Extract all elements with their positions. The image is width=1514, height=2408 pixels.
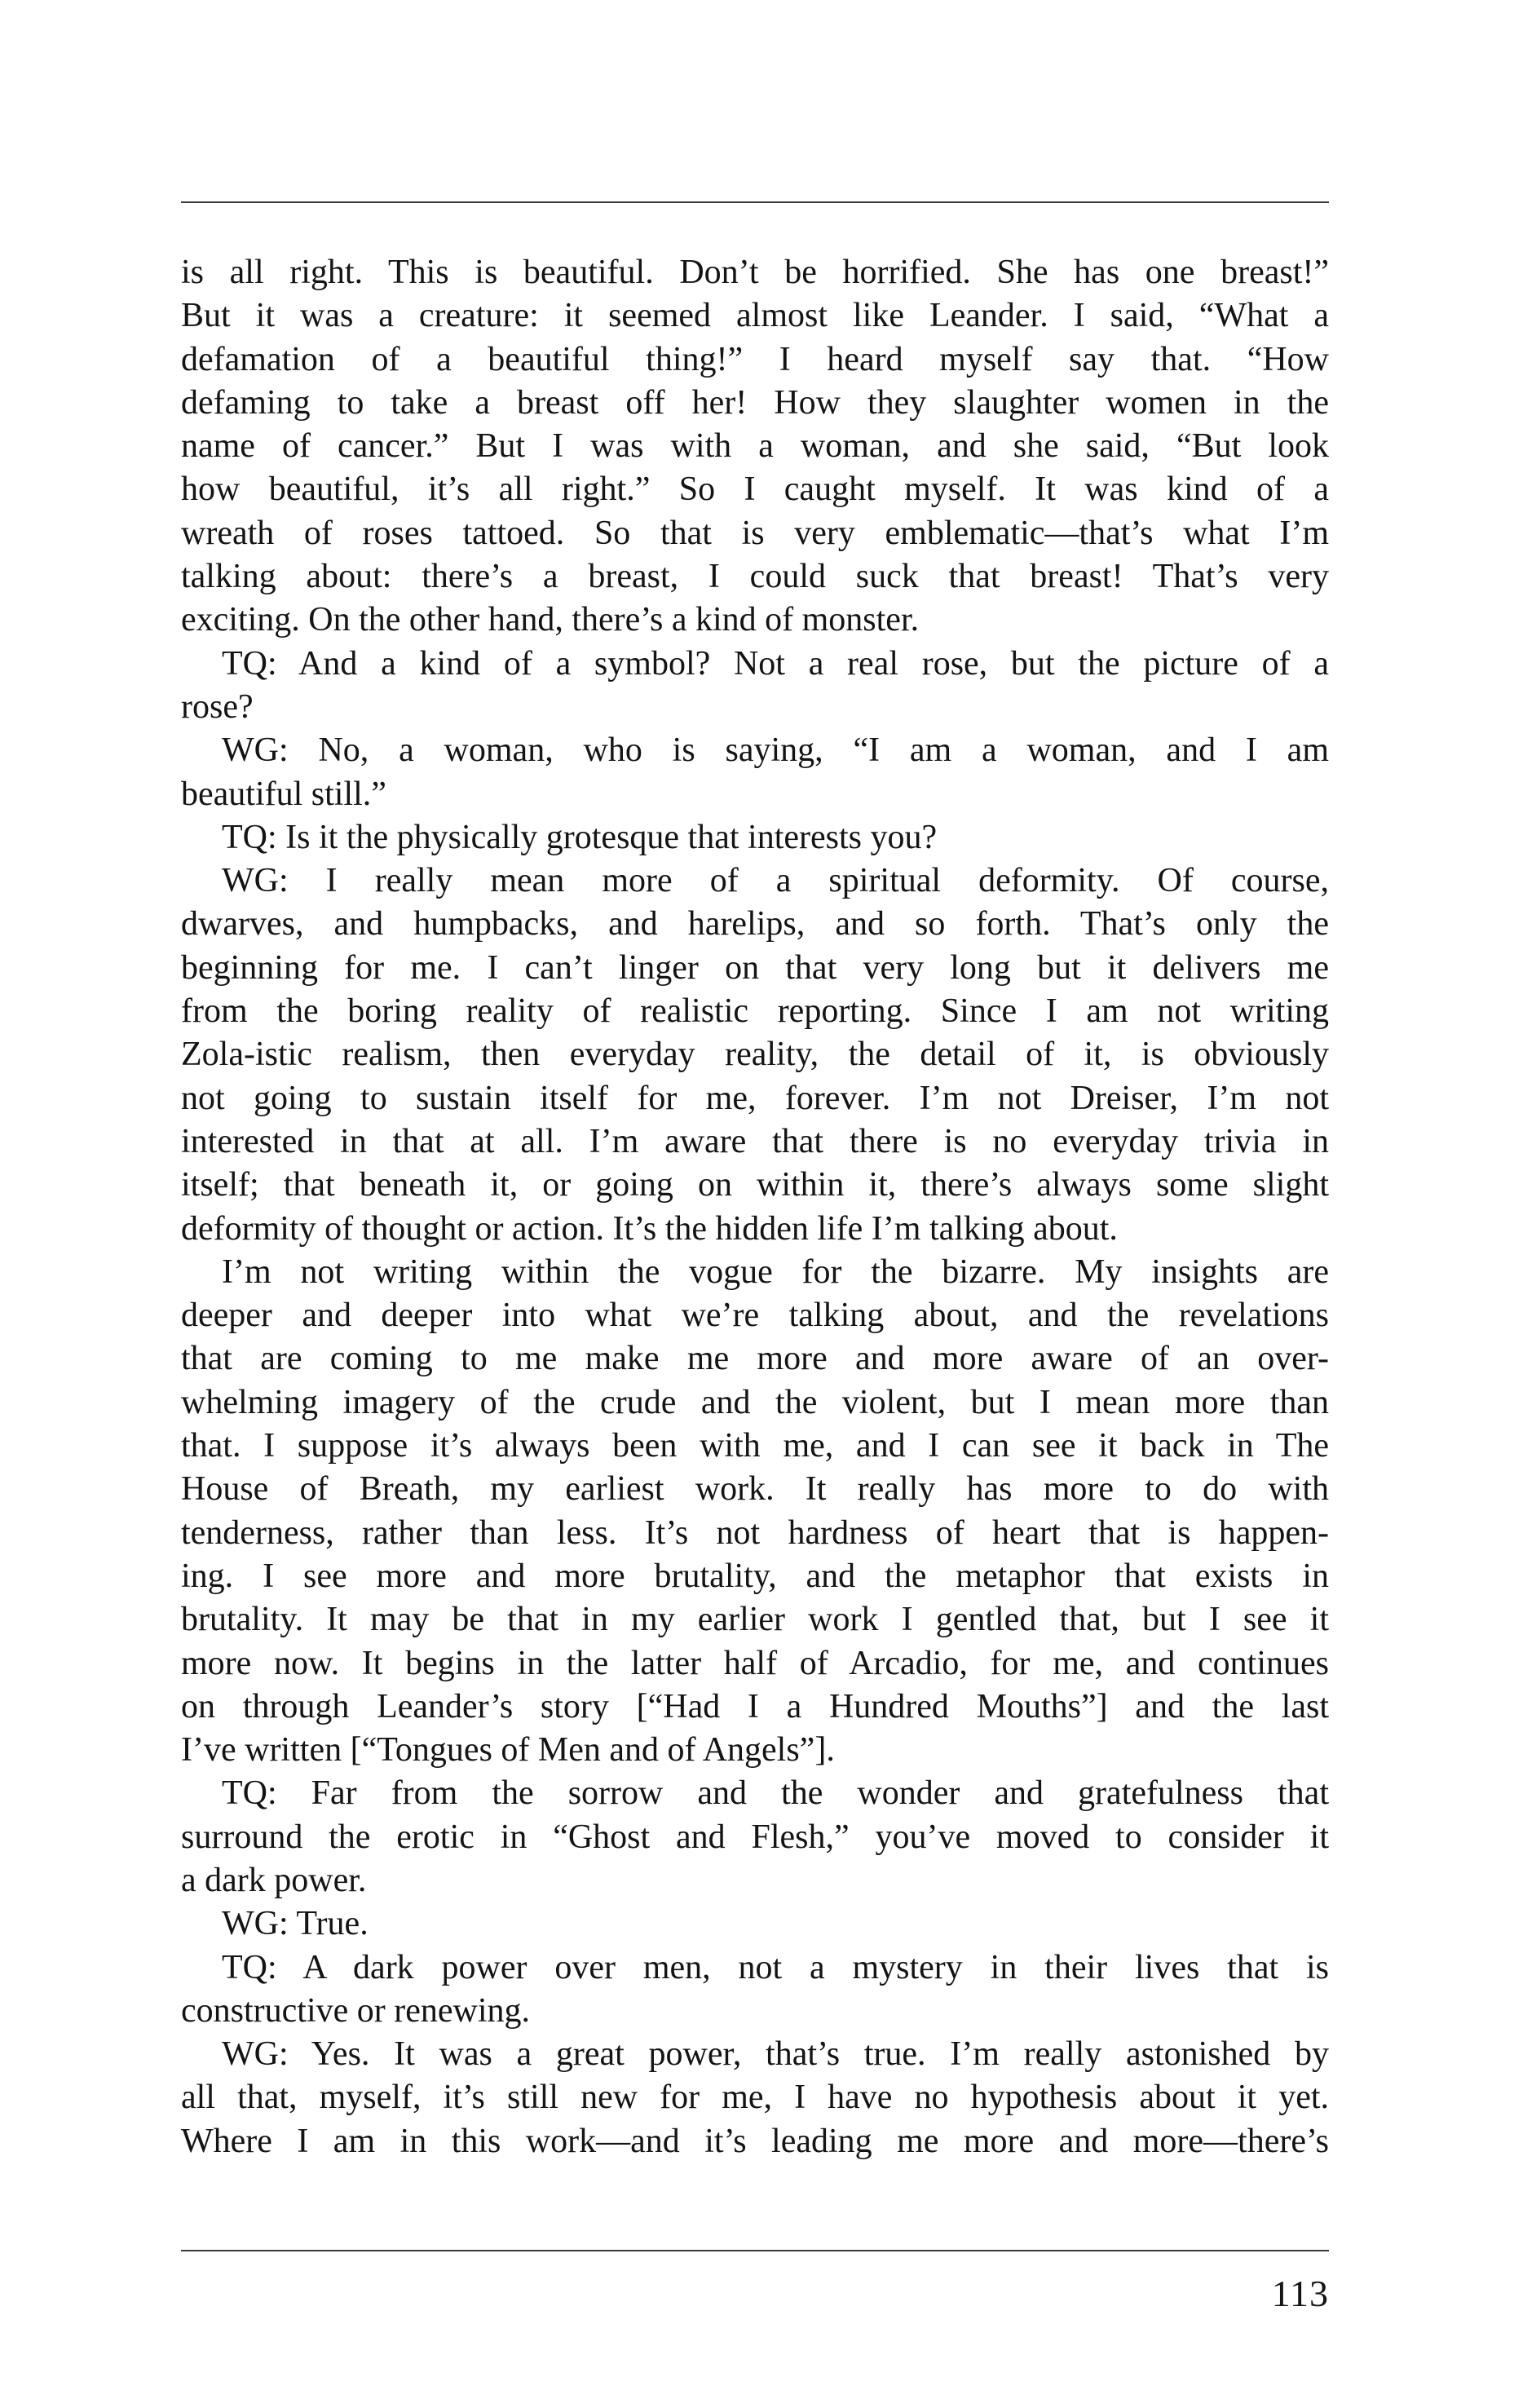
text-line: beautiful still.”: [181, 775, 386, 813]
text-line: WG: Yes. It was a great power, that’s true. I’m really astonished by: [222, 2035, 1329, 2074]
page-number: 113: [1271, 2273, 1329, 2314]
text-line: Where I am in this work—and it’s leading me more and more—there’s: [181, 2122, 1329, 2160]
text-line: deeper and deeper into what we’re talking about, and the revelations: [181, 1297, 1329, 1335]
text-line: WG: True.: [222, 1905, 369, 1943]
text-line: surround the erotic in “Ghost and Flesh,” you’ve moved to consider it: [181, 1818, 1329, 1856]
text-line: itself; that beneath it, or going on within it, there’s always some slight: [181, 1166, 1329, 1204]
text-line: WG: No, a woman, who is saying, “I am a woman, and I am: [222, 731, 1329, 770]
text-line: WG: I really mean more of a spiritual deformity. Of course,: [222, 862, 1329, 900]
text-line: whelming imagery of the crude and the violent, but I mean more than: [181, 1383, 1329, 1421]
text-line: TQ: Far from the sorrow and the wonder and gratefulness that: [222, 1774, 1329, 1813]
text-line: how beautiful, it’s all right.” So I caught myself. It was kind of a: [181, 471, 1329, 509]
interview-text: [181, 251, 1329, 2163]
text-line: on through Leander’s story [“Had I a Hundred Mouths”] and the last: [181, 1687, 1329, 1725]
text-line: that. I suppose it’s always been with me, and I can see it back in The: [181, 1427, 1329, 1465]
text-line: wreath of roses tattoed. So that is very emblematic—that’s what I’m: [181, 514, 1329, 552]
text-line: interested in that at all. I’m aware that there is no everyday trivia in: [181, 1122, 1329, 1160]
text-line: TQ: A dark power over men, not a mystery in their lives that is: [222, 1948, 1329, 1986]
text-line: not going to sustain itself for me, forever. I’m not Dreiser, I’m not: [181, 1079, 1329, 1117]
text-line: all that, myself, it’s still new for me, I have no hypothesis about it yet.: [181, 2079, 1329, 2117]
text-line: exciting. On the other hand, there’s a kind of monster.: [181, 601, 920, 639]
text-line: more now. It begins in the latter half of Arcadio, for me, and continues: [181, 1644, 1329, 1682]
text-line: constructive or renewing.: [181, 1991, 531, 2030]
text-line: name of cancer.” But I was with a woman, and she said, “But look: [181, 427, 1329, 466]
text-line: beginning for me. I can’t linger on that very long but it delivers me: [181, 948, 1329, 987]
header-rule: [181, 201, 1329, 203]
text-line: TQ: And a kind of a symbol? Not a real rose, but the picture of a: [222, 644, 1329, 683]
text-line: a dark power.: [181, 1861, 367, 1899]
text-line: I’m not writing within the vogue for the bizarre. My insights are: [222, 1253, 1329, 1291]
text-line: defamation of a beautiful thing!” I heard myself say that. “How: [181, 340, 1329, 378]
text-line: from the boring reality of realistic reporting. Since I am not writing: [181, 992, 1329, 1031]
text-line: is all right. This is beautiful. Don’t be horrified. She has one breast!”: [181, 254, 1329, 291]
text-line: deformity of thought or action. It’s the hidden life I’m talking about.: [181, 1209, 1118, 1248]
text-line: House of Breath, my earliest work. It really has more to do with: [181, 1470, 1329, 1509]
text-line: talking about: there’s a breast, I could suck that breast! That’s very: [181, 558, 1329, 596]
text-line: brutality. It may be that in my earlier work I gentled that, but I see it: [181, 1601, 1329, 1639]
text-line: I’ve written [“Tongues of Men and of Angels”].: [181, 1731, 835, 1770]
text-line: that are coming to me make me more and more aware of an over-: [181, 1340, 1329, 1378]
text-line: Zola-istic realism, then everyday reality, the detail of it, is obviously: [181, 1036, 1329, 1074]
text-line: But it was a creature: it seemed almost like Leander. I said, “What a: [181, 297, 1329, 335]
text-line: tenderness, rather than less. It’s not hardness of heart that is happen-: [181, 1513, 1329, 1552]
text-line: dwarves, and humpbacks, and harelips, and so forth. That’s only the: [181, 905, 1329, 943]
text-line: rose?: [181, 687, 254, 726]
text-line: ing. I see more and more brutality, and the metaphor that exists in: [181, 1557, 1329, 1595]
text-line: TQ: Is it the physically grotesque that interests you?: [222, 818, 938, 856]
text-line: defaming to take a breast off her! How they slaughter women in the: [181, 383, 1329, 422]
footer-rule: [181, 2250, 1329, 2251]
